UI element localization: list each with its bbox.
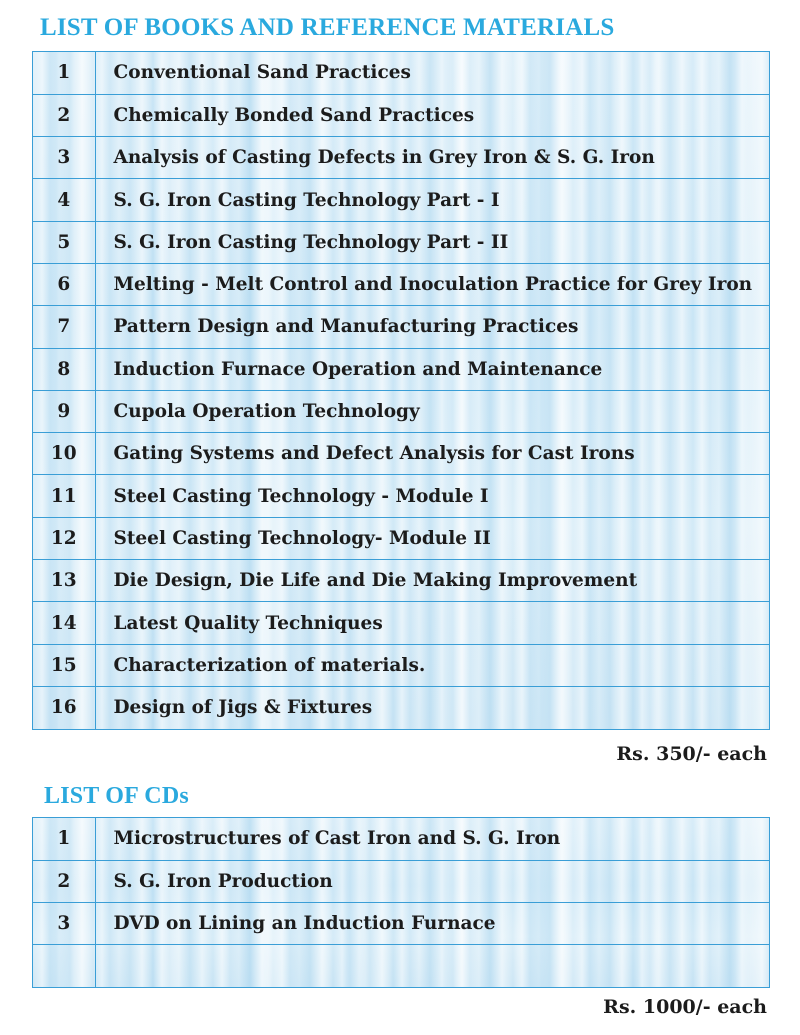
row-number: 14: [33, 602, 95, 644]
books-price: Rs. 350/- each: [616, 743, 767, 765]
table-row: [33, 602, 769, 644]
book-title: Characterization of materials.: [95, 644, 769, 686]
table-row: [33, 860, 769, 902]
table-row: [33, 902, 769, 944]
row-number: 12: [33, 517, 95, 559]
row-number: 3: [33, 137, 95, 179]
table-row: [33, 263, 769, 305]
table-row: [33, 818, 769, 860]
row-number: 7: [33, 306, 95, 348]
book-title: S. G. Iron Casting Technology Part - I: [95, 179, 769, 221]
table-row: [33, 433, 769, 475]
row-number: 3: [33, 902, 95, 944]
book-title: S. G. Iron Casting Technology Part - II: [95, 221, 769, 263]
book-title: Chemically Bonded Sand Practices: [95, 94, 769, 136]
row-number: 15: [33, 644, 95, 686]
row-number: [33, 945, 95, 987]
table-row: [33, 179, 769, 221]
book-title: Induction Furnace Operation and Maintenance: [95, 348, 769, 390]
row-number: 2: [33, 860, 95, 902]
row-number: 13: [33, 560, 95, 602]
book-title: Melting - Melt Control and Inoculation Practice for Grey Iron: [95, 263, 769, 305]
row-number: 1: [33, 818, 95, 860]
table-row-empty: [33, 945, 769, 987]
row-number: 1: [33, 52, 95, 94]
table-row: [33, 475, 769, 517]
book-title: Cupola Operation Technology: [95, 390, 769, 432]
book-title: Conventional Sand Practices: [95, 52, 769, 94]
books-section-title: LIST OF BOOKS AND REFERENCE MATERIALS: [40, 14, 615, 41]
table-row: [33, 52, 769, 94]
row-number: 6: [33, 263, 95, 305]
book-title: Gating Systems and Defect Analysis for Cast Irons: [95, 433, 769, 475]
cd-title: DVD on Lining an Induction Furnace: [95, 902, 769, 944]
row-number: 4: [33, 179, 95, 221]
book-title: Die Design, Die Life and Die Making Improvement: [95, 560, 769, 602]
row-number: 16: [33, 686, 95, 728]
row-number: 5: [33, 221, 95, 263]
cds-table: [32, 817, 770, 988]
table-row: [33, 348, 769, 390]
book-title: Steel Casting Technology - Module I: [95, 475, 769, 517]
cds-section-title: LIST OF CDs: [44, 783, 189, 809]
table-row: [33, 644, 769, 686]
cd-title: Microstructures of Cast Iron and S. G. Iron: [95, 818, 769, 860]
book-title: Pattern Design and Manufacturing Practices: [95, 306, 769, 348]
book-title: Latest Quality Techniques: [95, 602, 769, 644]
row-number: 11: [33, 475, 95, 517]
books-table: [32, 51, 770, 730]
table-row: [33, 306, 769, 348]
table-row: [33, 137, 769, 179]
table-row: [33, 94, 769, 136]
book-title: Steel Casting Technology- Module II: [95, 517, 769, 559]
book-title: Design of Jigs & Fixtures: [113, 697, 373, 719]
table-row: [33, 560, 769, 602]
row-number: 10: [33, 433, 95, 475]
book-title: Analysis of Casting Defects in Grey Iron & S. G. Iron: [95, 137, 769, 179]
row-number: 8: [33, 348, 95, 390]
table-row: [33, 390, 769, 432]
table-row: [33, 686, 769, 728]
cd-title: S. G. Iron Production: [95, 860, 769, 902]
table-row: [33, 221, 769, 263]
cd-title: [95, 945, 769, 987]
cds-price: Rs. 1000/- each: [603, 996, 767, 1018]
row-number: 9: [33, 390, 95, 432]
row-number: 2: [33, 94, 95, 136]
table-row: [33, 517, 769, 559]
